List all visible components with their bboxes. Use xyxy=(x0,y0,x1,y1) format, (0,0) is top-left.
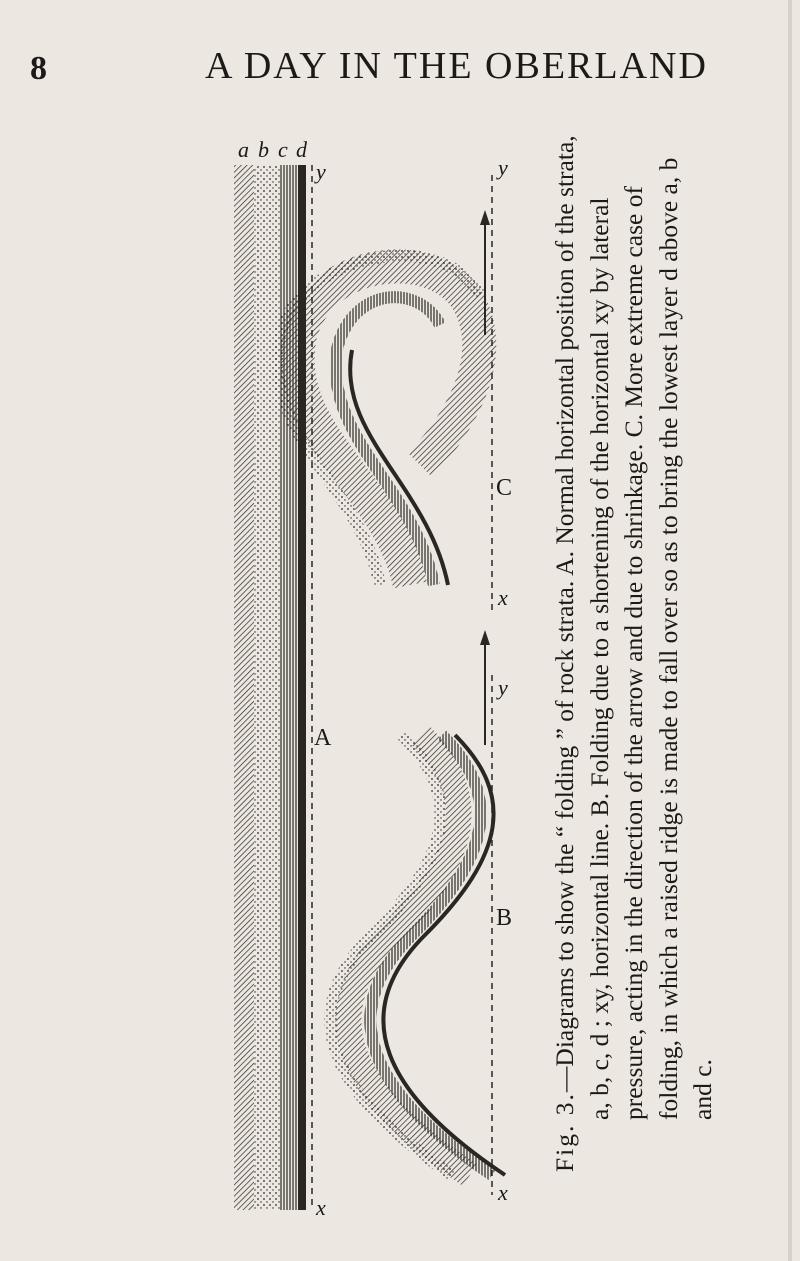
figure-label: Fig. 3. xyxy=(550,1092,579,1172)
caption-text-1: —Diagrams to show the “ folding ” of rock strata. A. Normal horizontal position of the strata, xyxy=(550,135,579,1093)
label-a-top: a xyxy=(238,137,249,162)
label-y-a: y xyxy=(316,159,326,184)
label-x-a: x xyxy=(316,1195,326,1220)
diagram-c xyxy=(277,175,492,615)
fold-c-layer-a xyxy=(298,266,480,585)
diagram-b xyxy=(330,630,505,1195)
page-edge xyxy=(788,0,792,1261)
caption-line-4: folding, in which a raised ridge is made to fall over so as to bring the lowest layer d above a, b and c. xyxy=(653,157,717,1120)
label-c-top: c xyxy=(278,137,288,162)
page-number: 8 xyxy=(30,50,48,87)
caption-line-1 xyxy=(548,132,583,1172)
label-x-c: x xyxy=(498,585,508,610)
arrowhead-c xyxy=(480,210,490,225)
arrowhead-b xyxy=(480,630,490,645)
caption-line-3: pressure, acting in the direction of the arrow and due to shrinkage. C. More extreme case of xyxy=(619,186,648,1120)
figure-caption xyxy=(548,132,721,1172)
stratum-b-layer xyxy=(254,165,280,1210)
label-section-b: B xyxy=(496,905,513,931)
running-head: A DAY IN THE OBERLAND xyxy=(205,45,708,87)
label-b-top: b xyxy=(258,137,269,162)
label-d-top: d xyxy=(296,137,307,162)
label-y-b: y xyxy=(498,675,508,700)
label-section-a: A xyxy=(314,725,332,751)
label-y-c: y xyxy=(498,155,508,180)
stratum-a-layer xyxy=(234,165,254,1210)
label-section-c: C xyxy=(496,475,513,501)
label-x-b: x xyxy=(498,1180,508,1205)
caption-line-2: a, b, c, d ; xy, horizontal line. B. Folding due to a shortening of the horizontal xy by lateral xyxy=(584,197,614,1120)
